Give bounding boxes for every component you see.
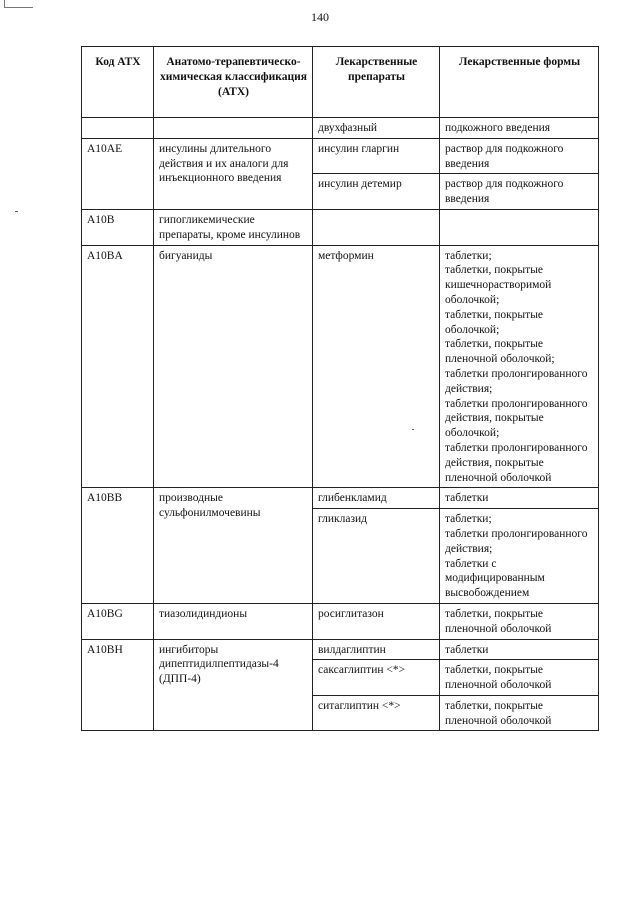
- table-header-row: [82, 47, 599, 118]
- table-row: [82, 118, 599, 139]
- cell-code: A10BH: [82, 639, 154, 731]
- cell-atx: ингибиторы дипептидилпептидазы-4 (ДПП-4): [154, 639, 313, 731]
- form-item: таблетки;: [445, 249, 492, 262]
- header-dosage-forms: Лекарственные формы: [440, 47, 599, 118]
- cell-drug: саксаглиптин <*>: [313, 660, 440, 696]
- cell-code: A10B: [82, 209, 154, 245]
- cell-atx: производные сульфонилмочевины: [154, 488, 313, 604]
- table-row: [82, 603, 599, 639]
- cell-atx: гипогликемические препараты, кроме инсулинов: [154, 209, 313, 245]
- form-item: таблетки;: [445, 513, 492, 526]
- cell-drug: двухфазный: [313, 118, 440, 139]
- form-item: таблетки пролонгированного действия, покрытые пленочной оболочкой: [445, 441, 588, 484]
- cell-drug: вилдаглиптин: [313, 639, 440, 660]
- cell-drug: глибенкламид: [313, 488, 440, 509]
- form-item: таблетки с модифицированным высвобождением: [445, 557, 545, 600]
- table-row: [82, 488, 599, 509]
- table-row: [82, 209, 599, 245]
- cell-atx: бигуаниды: [154, 245, 313, 488]
- cell-form: таблетки: [440, 488, 599, 509]
- cell-atx: инсулины длительного действия и их аналоги для инъекционного введения: [154, 138, 313, 209]
- cell-form: [440, 509, 599, 604]
- cell-drug: [313, 209, 440, 245]
- cell-form: таблетки, покрытые пленочной оболочкой: [440, 695, 599, 731]
- cell-drug: метформин: [313, 245, 440, 488]
- atx-table: [81, 46, 599, 731]
- cell-code: A10BG: [82, 603, 154, 639]
- form-item: таблетки, покрытые пленочной оболочкой;: [445, 338, 555, 366]
- cell-form: подкожного введения: [440, 118, 599, 139]
- form-item: таблетки пролонгированного действия, покрытые оболочкой;: [445, 397, 588, 440]
- cell-form: раствор для подкожного введения: [440, 138, 599, 174]
- form-item: таблетки, покрытые оболочкой;: [445, 308, 544, 336]
- cell-drug: инсулин детемир: [313, 174, 440, 210]
- table-row: [82, 245, 599, 488]
- cell-drug: инсулин гларгин: [313, 138, 440, 174]
- cell-drug: росиглитазон: [313, 603, 440, 639]
- scan-speck: [15, 211, 18, 212]
- cell-drug: гликлазид: [313, 509, 440, 604]
- cell-form: таблетки, покрытые пленочной оболочкой: [440, 660, 599, 696]
- table-row: [82, 639, 599, 660]
- cell-code: A10BB: [82, 488, 154, 604]
- header-atx-classification: Анатомо-терапевтическо-химическая классификация (АТХ): [154, 47, 313, 118]
- page-number: 140: [311, 10, 329, 24]
- cell-drug: ситаглиптин <*>: [313, 695, 440, 731]
- cell-form: раствор для подкожного введения: [440, 174, 599, 210]
- cell-form: таблетки, покрытые пленочной оболочкой: [440, 603, 599, 639]
- form-item: таблетки пролонгированного действия;: [445, 367, 588, 395]
- header-drugs: Лекарственные препараты: [313, 47, 440, 118]
- cell-code: A10AE: [82, 138, 154, 209]
- scan-corner-mark: [4, 0, 33, 8]
- cell-code: A10BA: [82, 245, 154, 488]
- cell-atx: тиазолидиндионы: [154, 603, 313, 639]
- table-row: [82, 138, 599, 174]
- cell-atx: [154, 118, 313, 139]
- form-item: таблетки пролонгированного действия;: [445, 527, 588, 555]
- cell-form: [440, 209, 599, 245]
- form-item: таблетки, покрытые кишечнорастворимой оболочкой;: [445, 264, 552, 306]
- header-atx-code: Код АТХ: [82, 47, 154, 118]
- cell-form: [440, 245, 599, 488]
- cell-code: [82, 118, 154, 139]
- cell-form: таблетки: [440, 639, 599, 660]
